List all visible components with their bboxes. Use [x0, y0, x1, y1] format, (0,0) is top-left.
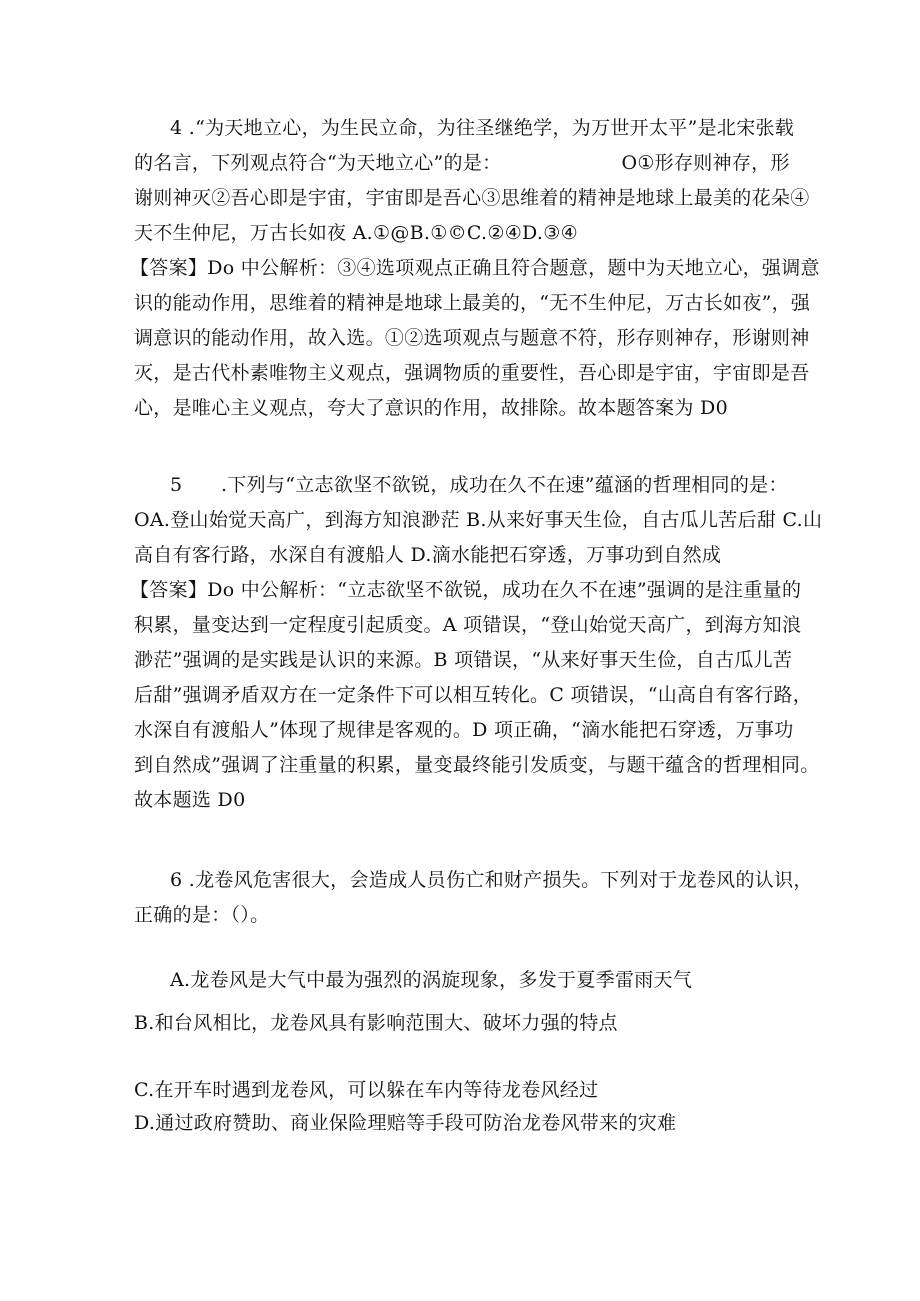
q4-stem-line-2b: O①形存则神存，形	[621, 152, 790, 174]
q5-answer-line-5: 水深自有渡船人”体现了规律是客观的。D 项正确，“滴水能把石穿透，万事功	[134, 719, 794, 741]
q5-answer-line-2: 积累，量变达到一定程度引起质变。A 项错误，“登山始觉天高广，到海方知浪	[134, 614, 802, 636]
q4-answer-line-5: 心，是唯心主义观点，夸大了意识的作用，故排除。故本题答案为 D0	[134, 397, 728, 419]
q4-stem-line-3: 谢则神灭②吾心即是宇宙，宇宙即是吾心③思维着的精神是地球上最美的花朵④	[134, 187, 810, 209]
q6-stem-line-1: 6 .龙卷风危害很大，会造成人员伤亡和财产损失。下列对于龙卷风的认识，	[170, 869, 813, 891]
q6-option-c: C.在开车时遇到龙卷风，可以躲在车内等待龙卷风经过	[134, 1079, 599, 1101]
q4-stem-line-1: 4 .“为天地立心，为生民立命，为往圣继绝学，为万世开太平”是北宋张载	[170, 117, 795, 139]
q6-option-a: A.龙卷风是大气中最为强烈的涡旋现象，多发于夏季雷雨天气	[170, 969, 693, 991]
q5-answer-line-1: 【答案】Do 中公解析：“立志欲坚不欲锐，成功在久不在速”强调的是注重量的	[130, 579, 802, 601]
q5-stem-line-3: 高自有客行路，水深自有渡船人 D.滴水能把石穿透，万事功到自然成	[134, 544, 722, 566]
q6-stem-line-2: 正确的是：（）。	[134, 904, 270, 926]
q6-option-d: D.通过政府赞助、商业保险理赔等手段可防治龙卷风带来的灾难	[134, 1112, 677, 1134]
q6-option-b: B.和台风相比，龙卷风具有影响范围大、破坏力强的特点	[134, 1012, 618, 1034]
q5-answer-line-6: 到自然成”强调了注重量的积累，量变最终能引发质变，与题干蕴含的哲理相同。	[134, 754, 820, 776]
q4-answer-line-1: 【答案】Do 中公解析：③④选项观点正确且符合题意，题中为天地立心，强调意	[130, 257, 820, 279]
q4-answer-line-2: 识的能动作用，思维着的精神是地球上最美的，“无不生仲尼，万古长如夜”，强	[134, 292, 811, 314]
q5-stem-line-2: OA.登山始觉天高广，到海方知浪渺茫 B.从来好事天生俭，自古瓜儿苦后甜 C.山	[134, 509, 823, 531]
q5-stem-line-1: 5 .下列与“立志欲坚不欲锐，成功在久不在速”蕴涵的哲理相同的是：	[170, 474, 788, 496]
q5-answer-line-7: 故本题选 D0	[134, 789, 246, 811]
q4-options-line: 天不生仲尼，万古长如夜 A.①@B.①©C.②④D.③④	[134, 222, 578, 244]
q5-answer-line-4: 后甜”强调矛盾双方在一定条件下可以相互转化。C 项错误，“山高自有客行路，	[134, 684, 813, 706]
q4-stem-line-2a: 的名言，下列观点符合“为天地立心”的是：	[134, 152, 502, 174]
q4-stem-line-2	[134, 148, 814, 178]
q4-answer-line-4: 灭，是古代朴素唯物主义观点，强调物质的重要性，吾心即是宇宙，宇宙即是吾	[134, 362, 810, 384]
q5-answer-line-3: 渺茫”强调的是实践是认识的来源。B 项错误，“从来好事天生俭，自古瓜儿苦	[134, 649, 793, 671]
q4-answer-line-3: 调意识的能动作用，故入选。①②选项观点与题意不符，形存则神存，形谢则神	[134, 327, 810, 349]
